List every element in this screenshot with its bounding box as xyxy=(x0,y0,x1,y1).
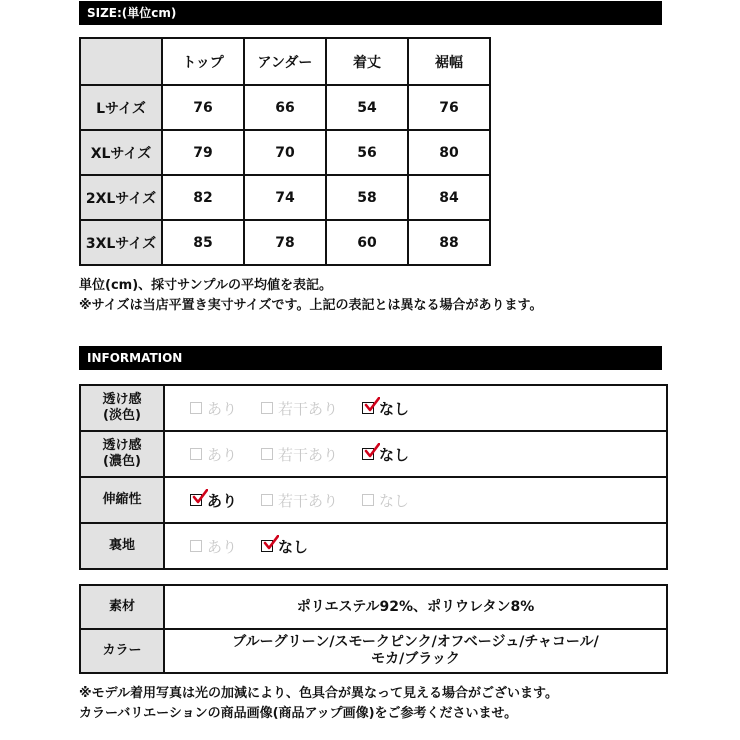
table-cell: 79 xyxy=(162,130,244,175)
size-row-2xl xyxy=(80,175,490,220)
attribute-label-main: 透け感 xyxy=(102,392,142,407)
size-note-disclaimer: ※サイズは当店平置き実寸サイズです。上記の表記とは異なる場合があります。 xyxy=(79,298,543,313)
checkbox-empty-icon xyxy=(362,494,374,506)
color-value xyxy=(164,629,667,673)
column-header-hem-width: 裾幅 xyxy=(408,38,490,85)
checkbox-checked-icon xyxy=(362,402,374,414)
color-value-line: モカ/ブラック xyxy=(371,651,460,667)
table-cell: 85 xyxy=(162,220,244,265)
row-header: 3XLサイズ xyxy=(80,220,162,265)
color-value-line: ブルーグリーン/スモークピンク/オフベージュ/チャコール/ xyxy=(232,634,599,650)
checkbox-empty-icon xyxy=(190,448,202,460)
row-header: 2XLサイズ xyxy=(80,175,162,220)
option-ari xyxy=(190,398,237,419)
option-label: なし xyxy=(379,445,410,464)
option-label: あり xyxy=(207,491,238,510)
option-slightly xyxy=(261,444,338,465)
option-label: 若干あり xyxy=(278,491,339,510)
table-cell: 60 xyxy=(326,220,408,265)
footer-note-variation: カラーバリエーションの商品画像(商品アップ画像)をご参考くださいませ。 xyxy=(79,706,518,721)
table-cell: 82 xyxy=(162,175,244,220)
attribute-options xyxy=(164,523,667,569)
option-label: なし xyxy=(379,491,410,510)
size-table xyxy=(79,37,491,266)
option-nashi xyxy=(362,490,409,511)
detail-row-material xyxy=(80,585,667,629)
table-cell: 76 xyxy=(162,85,244,130)
option-label: あり xyxy=(207,537,238,556)
attribute-options xyxy=(164,431,667,477)
table-cell: 56 xyxy=(326,130,408,175)
footer-note-lighting: ※モデル着用写真は光の加減により、色具合が異なって見える場合がございます。 xyxy=(79,686,558,701)
row-header: Lサイズ xyxy=(80,85,162,130)
option-nashi xyxy=(362,444,409,465)
attribute-label-main: 透け感 xyxy=(102,438,142,453)
checkbox-checked-icon xyxy=(190,494,202,506)
checkbox-empty-icon xyxy=(261,494,273,506)
table-cell: 88 xyxy=(408,220,490,265)
table-cell: 84 xyxy=(408,175,490,220)
attribute-row-stretch xyxy=(80,477,667,523)
attribute-label-sub: (濃色) xyxy=(103,454,141,469)
option-label: あり xyxy=(207,445,238,464)
option-ari xyxy=(190,536,237,557)
table-cell: 66 xyxy=(244,85,326,130)
attribute-label xyxy=(80,523,164,569)
attribute-label xyxy=(80,385,164,431)
size-note-unit: 単位(cm)、採寸サンプルの平均値を表記。 xyxy=(79,278,332,293)
column-header-top: トップ xyxy=(162,38,244,85)
attribute-options xyxy=(164,477,667,523)
size-row-3xl xyxy=(80,220,490,265)
attribute-label-main: 伸縮性 xyxy=(102,492,142,507)
option-slightly xyxy=(261,398,338,419)
size-row-xl xyxy=(80,130,490,175)
attribute-options xyxy=(164,385,667,431)
option-slightly xyxy=(261,490,338,511)
option-nashi xyxy=(362,398,409,419)
detail-row-color xyxy=(80,629,667,673)
table-cell: 70 xyxy=(244,130,326,175)
detail-table xyxy=(79,584,668,674)
information-section-header: INFORMATION xyxy=(79,346,662,370)
row-header: XLサイズ xyxy=(80,130,162,175)
table-cell: 58 xyxy=(326,175,408,220)
option-nashi xyxy=(261,536,308,557)
table-cell: 74 xyxy=(244,175,326,220)
attribute-label xyxy=(80,477,164,523)
checkbox-empty-icon xyxy=(190,540,202,552)
option-label: なし xyxy=(278,537,309,556)
option-ari xyxy=(190,444,237,465)
option-label: なし xyxy=(379,399,410,418)
size-section-header: SIZE:(単位cm) xyxy=(79,1,662,25)
option-label: 若干あり xyxy=(278,399,339,418)
attribute-label xyxy=(80,431,164,477)
size-table-header-row xyxy=(80,38,490,85)
checkbox-empty-icon xyxy=(261,402,273,414)
option-label: あり xyxy=(207,399,238,418)
attribute-row-sheer-light xyxy=(80,385,667,431)
column-header-length: 着丈 xyxy=(326,38,408,85)
attribute-row-sheer-dark xyxy=(80,431,667,477)
material-value: ポリエステル92%、ポリウレタン8% xyxy=(164,585,667,629)
attribute-row-lining xyxy=(80,523,667,569)
table-cell: 76 xyxy=(408,85,490,130)
checkbox-empty-icon xyxy=(190,402,202,414)
checkbox-empty-icon xyxy=(261,448,273,460)
column-header-under: アンダー xyxy=(244,38,326,85)
checkbox-checked-icon xyxy=(261,540,273,552)
size-row-l xyxy=(80,85,490,130)
table-cell: 80 xyxy=(408,130,490,175)
attribute-table xyxy=(79,384,668,570)
option-label: 若干あり xyxy=(278,445,339,464)
material-label: 素材 xyxy=(80,585,164,629)
attribute-label-sub: (淡色) xyxy=(103,408,141,423)
table-cell: 78 xyxy=(244,220,326,265)
color-label: カラー xyxy=(80,629,164,673)
checkbox-checked-icon xyxy=(362,448,374,460)
attribute-label-main: 裏地 xyxy=(108,538,135,553)
option-ari xyxy=(190,490,237,511)
corner-cell xyxy=(80,38,162,85)
table-cell: 54 xyxy=(326,85,408,130)
